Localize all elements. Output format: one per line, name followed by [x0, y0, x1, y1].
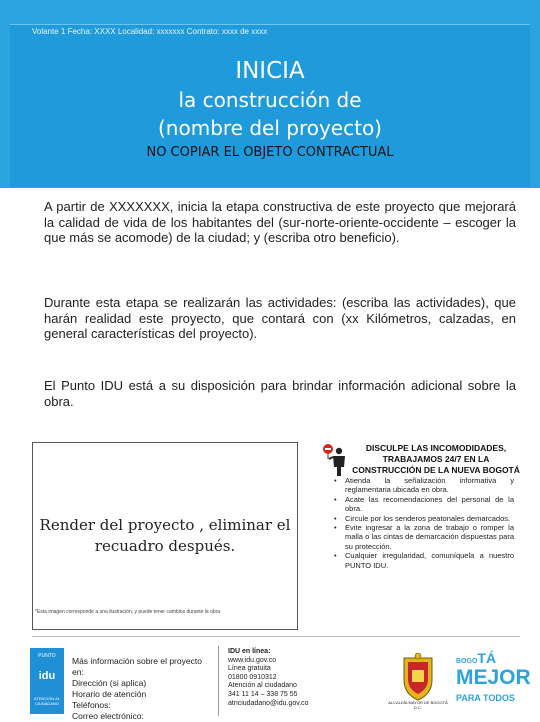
worker-stop-sign-icon: [322, 443, 350, 477]
info-line: en:: [72, 667, 84, 677]
bogota-logo-line-1: [456, 650, 496, 666]
paragraph-activities: Durante esta etapa se realizarán las actividades: (escriba las actividades), que harán realidad este proyecto, que contará con (xx Kilómetros, calzadas, en general características del proyecto).: [44, 295, 516, 341]
header-banner: [0, 0, 540, 188]
idu-website-link[interactable]: www.idu.gov.co: [228, 656, 277, 664]
idu-online-info: [228, 648, 309, 708]
idu-line: Atención al ciudadano: [228, 682, 297, 690]
idu-online-title: IDU en línea:: [228, 648, 271, 655]
idu-line: Línea gratuita: [228, 665, 271, 673]
bogota-mejor-logo: [456, 650, 531, 710]
punto-idu-logo: [30, 648, 64, 714]
render-placeholder: [32, 442, 298, 630]
info-line: Dirección (si aplica): [72, 678, 147, 688]
list-item: • Atienda la señalización informativa y reglamentaria ubicada en obra.: [334, 476, 514, 495]
recommendations-list: [334, 476, 514, 570]
bogota-logo-small: BOGO: [456, 658, 478, 665]
apology-notice: DISCULPE LAS INCOMODIDADES, TRABAJAMOS 24/7 EN LA CONSTRUCCIÓN DE LA NUEVA BOGOTÁ: [352, 443, 520, 475]
alcaldia-label: ALCALDÍA MAYOR DE BOGOTÁ D.C.: [388, 700, 448, 710]
footer-divider: [32, 636, 520, 637]
punto-logo-top: PUNTO: [38, 653, 56, 659]
flyer-metadata: Volante 1 Fecha: XXXX Localidad: xxxxxxx Contrato: xxxx de xxxx: [32, 27, 268, 36]
page-title: INICIA: [235, 58, 305, 84]
list-item: • Cualquier irregularidad, comuníquela a nuestro PUNTO IDU.: [334, 551, 514, 570]
bogota-crest-icon: [398, 652, 438, 702]
paragraph-intro: A partir de XXXXXXX, inicia la etapa constructiva de este proyecto que mejorará la calidad de vida de los habitantes del (sur-norte-oriente-occidente – escoger la que más se acomode) de la ciudad; y (escriba otro beneficio).: [44, 199, 516, 245]
render-caption: *Esta imagen corresponde a una ilustración, y puede tener cambios durante la obra: [35, 609, 221, 615]
list-item: • Acate las recomendaciones del personal de la obra.: [334, 495, 514, 514]
title-line-2: la construcción de: [178, 88, 362, 112]
bogota-logo-line-3: PARA TODOS: [456, 693, 515, 703]
bogota-logo-accent: TÁ: [477, 650, 497, 666]
bogota-logo-line-2: MEJOR: [456, 666, 531, 689]
punto-logo-main: idu: [38, 670, 56, 682]
title-line-3: (nombre del proyecto): [158, 116, 382, 140]
idu-line: 341 11 14 – 338 75 55: [228, 690, 298, 698]
info-line: Horario de atención: [72, 689, 147, 699]
info-line: Teléfonos:: [72, 700, 111, 710]
project-contact-info: [72, 656, 202, 722]
paragraph-punto-idu: El Punto IDU está a su disposición para brindar información adicional sobre la obra.: [44, 378, 516, 409]
info-line: Más información sobre el proyecto: [72, 656, 202, 666]
subtitle: NO COPIAR EL OBJETO CONTRACTUAL: [146, 145, 394, 160]
idu-email-link[interactable]: atnciudadano@idu.gov.co: [228, 699, 309, 707]
footer-vertical-divider: [218, 646, 219, 716]
idu-line: 01800 0910312: [228, 673, 277, 681]
list-item: • Circule por los senderos peatonales demarcados.: [334, 514, 514, 523]
list-item: • Evite ingresar a la zona de trabajo o romper la malla o las cintas de demarcación dispuestas para su protección.: [334, 523, 514, 551]
render-placeholder-text: Render del proyecto , eliminar el recuadro después.: [39, 516, 291, 555]
info-line: Correo electrónico:: [72, 711, 144, 721]
punto-logo-bottom: ATENCIÓN AL CIUDADANO: [33, 696, 61, 706]
